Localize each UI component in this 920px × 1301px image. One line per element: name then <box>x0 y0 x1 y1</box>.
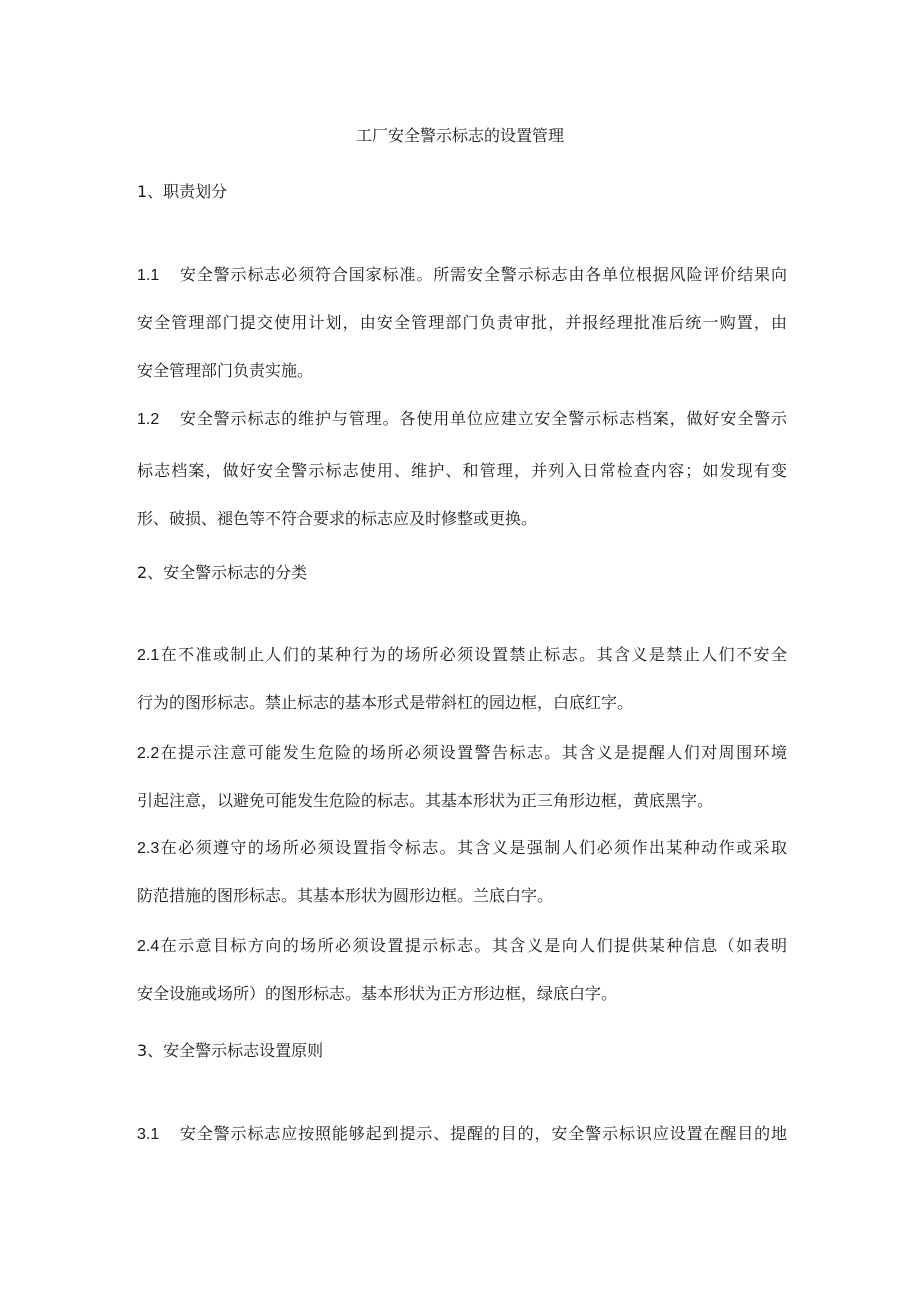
paragraph-text: 在不准或制止人们的某种行为的场所必须设置禁止标志。其含义是禁止人们不安全 <box>159 645 787 664</box>
paragraph-line <box>137 645 787 666</box>
paragraph-line: 引起注意，以避免可能发生危险的标志。其基本形状为正三角形边框，黄底黑字。 <box>137 791 714 810</box>
paragraph-text: 在必须遵守的场所必须设置指令标志。其含义是强制人们必须作出某种动作或采取 <box>159 838 787 857</box>
paragraph-line: 形、破损、褪色等不符合要求的标志应及时修整或更换。 <box>137 509 538 528</box>
item-number: 2.2 <box>137 745 160 762</box>
paragraph-text: 安全警示标志应按照能够起到提示、提醒的目的，安全警示标识应设置在醒目的地 <box>179 1124 787 1143</box>
paragraph-line: 安全管理部门提交使用计划，由安全管理部门负责审批，并报经理批准后统一购置，由 <box>137 313 787 332</box>
paragraph-line <box>137 1124 787 1145</box>
paragraph-line: 防范措施的图形标志。其基本形状为圆形边框。兰底白字。 <box>137 886 554 905</box>
item-number: 3.1 <box>137 1126 160 1143</box>
document-title: 工厂安全警示标志的设置管理 <box>355 126 564 145</box>
paragraph-line <box>137 265 787 286</box>
paragraph-text: 在示意目标方向的场所必须设置提示标志。其含义是向人们提供某种信息（如表明 <box>159 936 787 955</box>
item-number: 1.1 <box>137 267 160 284</box>
paragraph-line: 安全管理部门负责实施。 <box>137 361 314 380</box>
paragraph-line <box>137 838 787 859</box>
paragraph-text: 安全警示标志必须符合国家标准。所需安全警示标志由各单位根据风险评价结果向 <box>179 265 787 284</box>
paragraph-line: 标志档案，做好安全警示标志使用、维护、和管理，并列入日常检查内容；如发现有变 <box>137 461 787 480</box>
paragraph-text: 在提示注意可能发生危险的场所必须设置警告标志。其含义是提醒人们对周围环境 <box>159 743 787 762</box>
item-number: 1.2 <box>137 411 160 428</box>
paragraph-line: 行为的图形标志。禁止标志的基本形式是带斜杠的园边框，白底红字。 <box>137 693 634 712</box>
paragraph-line: 安全设施或场所）的图形标志。基本形状为正方形边框，绿底白字。 <box>137 984 618 1003</box>
paragraph-line <box>137 743 787 764</box>
item-number: 2.3 <box>137 840 160 857</box>
item-number: 2.1 <box>137 647 160 664</box>
section-heading: 2、安全警示标志的分类 <box>137 563 308 582</box>
item-number: 2.4 <box>137 938 160 955</box>
paragraph-line <box>137 409 787 430</box>
paragraph-line <box>137 936 787 957</box>
paragraph-text: 安全警示标志的维护与管理。各使用单位应建立安全警示标志档案，做好安全警示 <box>179 409 787 428</box>
section-heading: 3、安全警示标志设置原则 <box>137 1041 324 1060</box>
section-heading: 1、职责划分 <box>137 182 228 201</box>
